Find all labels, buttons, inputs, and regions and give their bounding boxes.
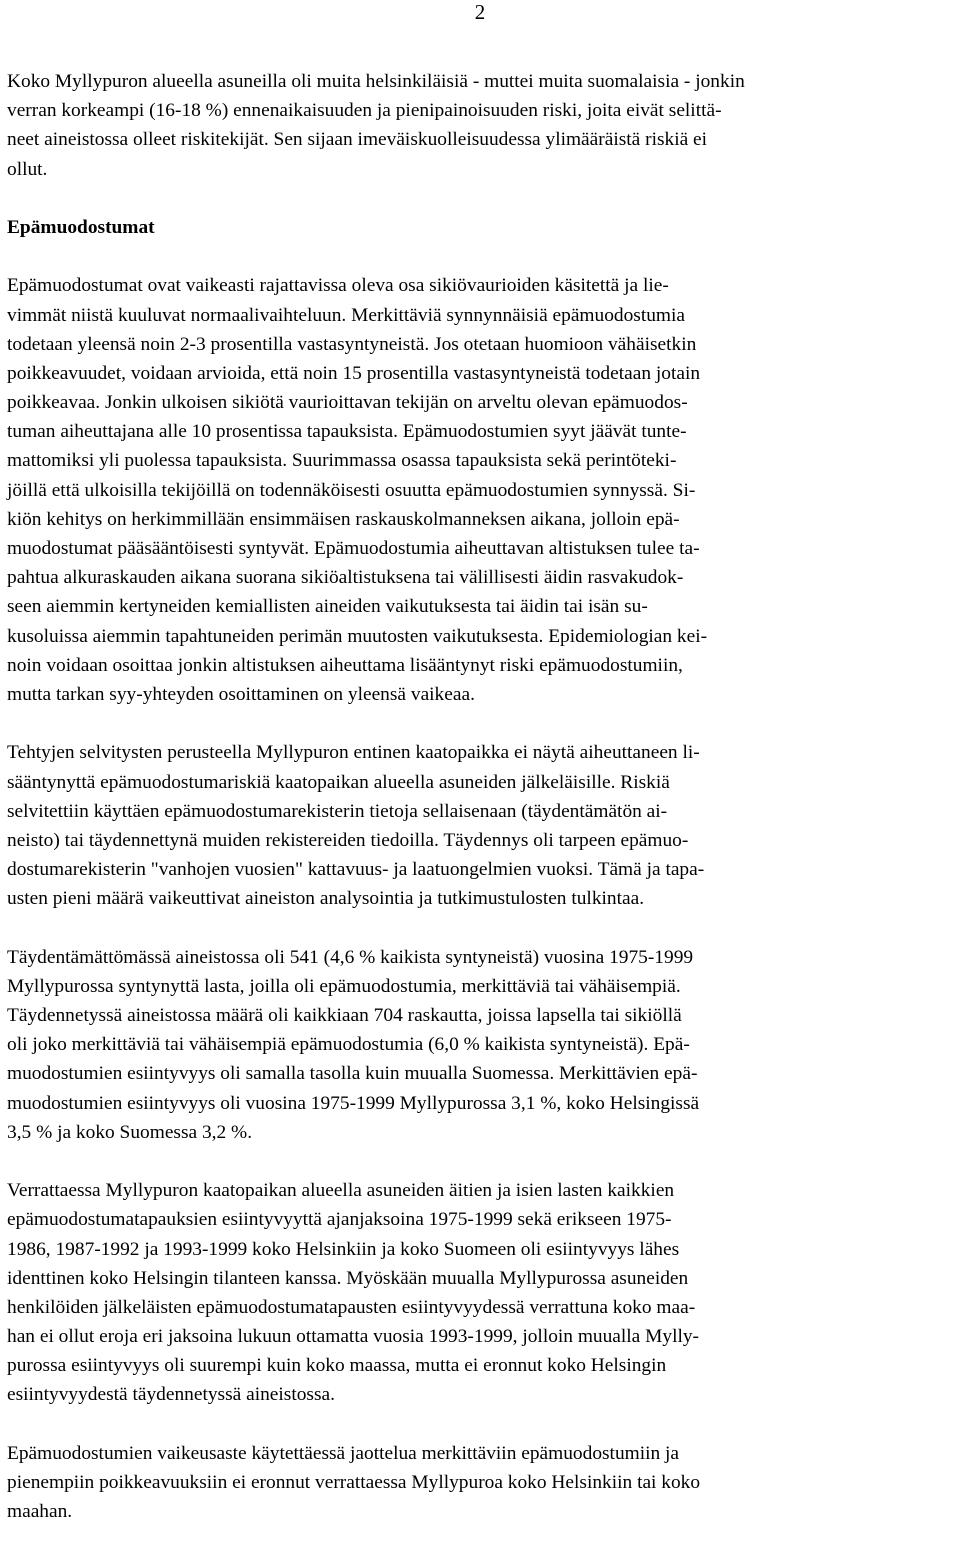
text-line: Epämuodostumat ovat vaikeasti rajattavissa oleva osa sikiövaurioiden käsitettä ja lie- <box>7 275 669 297</box>
text-line: Täydennetyssä aineistossa määrä oli kaikkiaan 704 raskautta, joissa lapsella tai sikiöllä <box>7 1005 682 1026</box>
page-number: 2 <box>474 0 486 24</box>
text-line: Koko Myllypuron alueella asuneilla oli muita helsinkiläisiä - muttei muita suomalaisia - jonkin <box>7 71 745 92</box>
text-line: neisto) tai täydennettynä muiden rekistereiden tiedoilla. Täydennys oli tarpeen epämuo- <box>7 829 689 851</box>
text-line: epämuodostumatapauksien esiintyvyyttä ajanjaksoina 1975-1999 sekä erikseen 1975- <box>7 1209 672 1231</box>
paragraph-4 <box>7 1176 907 1410</box>
text-line: muodostumat pääsääntöisesti syntyvät. Epämuodostumia aiheuttavan altistuksen tulee ta- <box>7 538 700 559</box>
text-line: maahan. <box>7 1501 73 1523</box>
text-line: henkilöiden jälkeläisten epämuodostumatapausten esiintyvyydessä verrattuna koko maa- <box>7 1296 696 1318</box>
text-line: identtinen koko Helsingin tilanteen kanssa. Myöskään muualla Myllypurossa asuneiden <box>7 1267 689 1289</box>
text-line: Täydentämättömässä aineistossa oli 541 (4,6 % kaikista syntyneistä) vuosina 1975-1999 <box>7 946 694 968</box>
text-line: sääntynyttä epämuodostumariskiä kaatopaikan alueella asuneiden jälkeläisille. Riskiä <box>7 771 670 793</box>
text-line: ollut. <box>7 158 48 180</box>
text-line: dostumarekisterin "vanhojen vuosien" kattavuus- ja laatuongelmien vuoksi. Tämä ja tapa- <box>7 859 705 881</box>
text-line: Tehtyjen selvitysten perusteella Myllypuron entinen kaatopaikka ei näytä aiheuttaneen li- <box>7 742 700 764</box>
intro-paragraph <box>7 67 907 184</box>
text-line: 3,5 % ja koko Suomessa 3,2 %. <box>7 1121 253 1143</box>
text-line: todetaan yleensä noin 2-3 prosentilla vastasyntyneistä. Jos otetaan huomioon vähäisetkin <box>7 333 697 355</box>
text-line: Epämuodostumien vaikeusaste käytettäessä jaottelua merkittäviin epämuodostumiin ja <box>7 1442 680 1464</box>
text-line: muodostumien esiintyvyys oli samalla tasolla kuin muualla Suomessa. Merkittävien epä- <box>7 1063 698 1085</box>
paragraph-gap <box>7 913 907 942</box>
text-line: poikkeavuudet, voidaan arvioida, että noin 15 prosentilla vastasyntyneistä todetaan jotain <box>7 362 701 384</box>
text-line: selvitettiin käyttäen epämuodostumarekisterin tietoja sellaisenaan (täydentämätön ai- <box>7 800 668 822</box>
text-line: seen aiemmin kertyneiden kemiallisten aineiden vaikutuksesta tai äidin tai isän su- <box>7 596 648 618</box>
paragraph-gap <box>7 242 907 271</box>
text-line: jöillä että ulkoisilla tekijöillä on todennäköisesti osuutta epämuodostumien synnyssä. Si- <box>7 479 696 501</box>
paragraph-1 <box>7 271 907 709</box>
text-line: pahtua alkuraskauden aikana suorana sikiöaltistuksena tai välillisesti äidin rasvakudok- <box>7 567 684 589</box>
text-line: esiintyvyydestä täydennetyssä aineistossa. <box>7 1384 335 1406</box>
text-line: mattomiksi yli puolessa tapauksista. Suurimmassa osassa tapauksista sekä perintöteki- <box>7 450 677 472</box>
paragraph-gap <box>7 1410 907 1439</box>
paragraph-gap <box>7 184 907 213</box>
paragraph-gap <box>7 1147 907 1176</box>
text-line: tuman aiheuttajana alle 10 prosentissa tapauksista. Epämuodostumien syyt jäävät tunte- <box>7 421 687 443</box>
text-line: oli joko merkittäviä tai vähäisempiä epämuodostumia (6,0 % kaikista syntyneistä). Epä- <box>7 1034 690 1056</box>
text-line: Myllypurossa syntynyttä lasta, joilla oli epämuodostumia, merkittäviä tai vähäisempiä. <box>7 975 681 997</box>
text-line: vimmät niistä kuuluvat normaalivaihteluun. Merkittäviä synnynnäisiä epämuodostumia <box>7 304 685 326</box>
paragraph-5 <box>7 1439 907 1527</box>
text-line: purossa esiintyvyys oli suurempi kuin koko maassa, mutta ei eronnut koko Helsingin <box>7 1355 667 1377</box>
text-line: kusoluissa aiemmin tapahtuneiden perimän muutosten vaikutuksesta. Epidemiologian kei- <box>7 625 708 647</box>
section-heading: Epämuodostumat <box>7 216 155 238</box>
text-line: han ei ollut eroja eri jaksoina lukuun ottamatta vuosia 1993-1999, jolloin muualla Mylly- <box>7 1326 700 1348</box>
text-line: usten pieni määrä vaikeuttivat aineiston analysointia ja tutkimustulosten tulkintaa. <box>7 888 645 910</box>
text-line: kiön kehitys on herkimmillään ensimmäisen raskauskolmanneksen aikana, jolloin epä- <box>7 508 680 530</box>
text-line: pienempiin poikkeavuuksiin ei eronnut verrattaessa Myllypuroa koko Helsinkiin tai koko <box>7 1472 701 1493</box>
text-line: mutta tarkan syy-yhteyden osoittaminen on yleensä vaikeaa. <box>7 683 475 705</box>
text-line: neet aineistossa olleet riskitekijät. Sen sijaan imeväiskuolleisuudessa ylimääräistä riskiä ei <box>7 129 708 151</box>
text-line: muodostumien esiintyvyys oli vuosina 1975-1999 Myllypurossa 3,1 %, koko Helsingissä <box>7 1092 700 1114</box>
text-line: poikkeavaa. Jonkin ulkoisen sikiötä vaurioittavan tekijän on arveltu olevan epämuodos- <box>7 392 688 414</box>
text-line: verran korkeampi (16-18 %) ennenaikaisuuden ja pienipainoisuuden riski, joita eivät selittä- <box>7 100 722 122</box>
text-line: 1986, 1987-1992 ja 1993-1999 koko Helsinkiin ja koko Suomeen oli esiintyvyys lähes <box>7 1238 680 1260</box>
paragraph-gap <box>7 709 907 738</box>
paragraph-3 <box>7 943 907 1147</box>
paragraph-2 <box>7 738 907 913</box>
document-body <box>7 67 907 1526</box>
text-line: noin voidaan osoittaa jonkin altistuksen aiheuttama lisääntynyt riski epämuodostumiin, <box>7 654 683 676</box>
text-line: Verrattaessa Myllypuron kaatopaikan alueella asuneiden äitien ja isien lasten kaikkien <box>7 1180 675 1202</box>
